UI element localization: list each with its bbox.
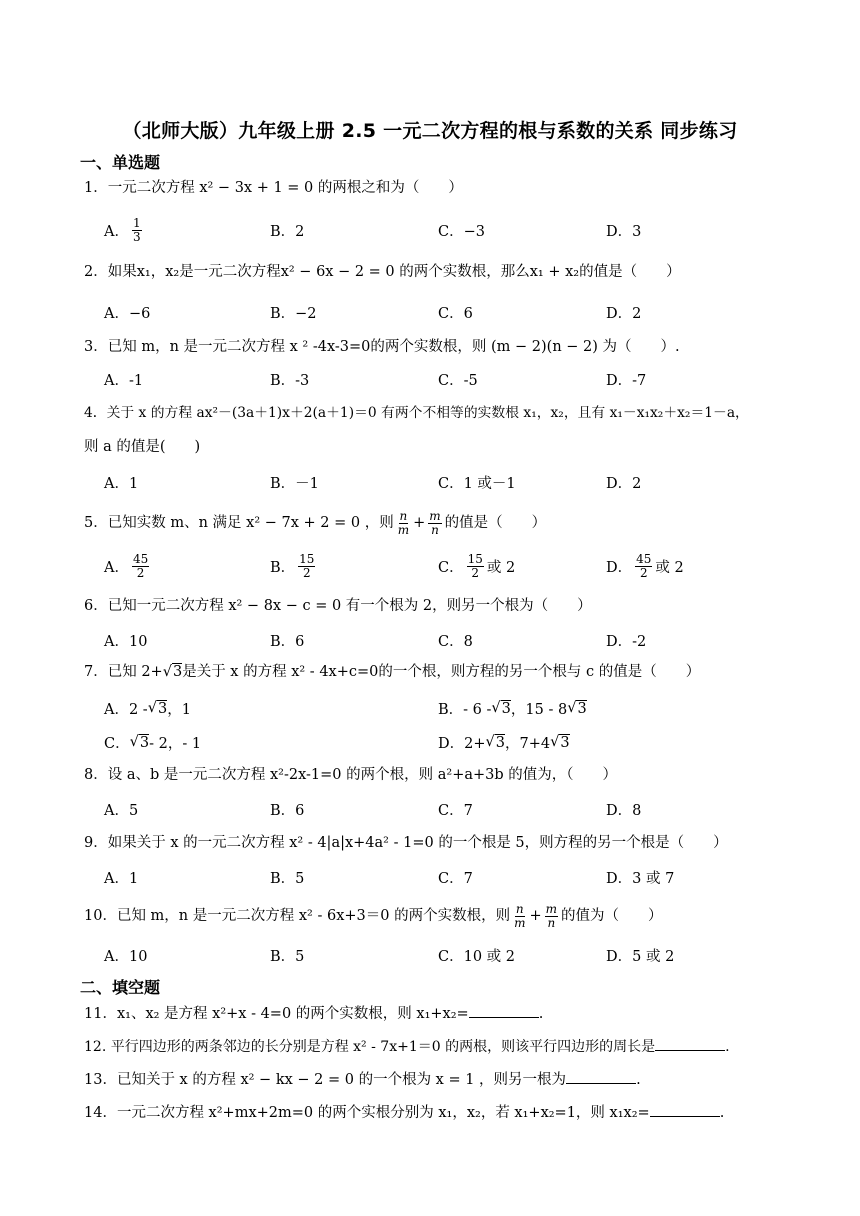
option-d: D．2+ √ 3 ，7+4 √ 3 — [438, 734, 570, 752]
option-a: A．1 — [104, 870, 139, 887]
answer-blank[interactable] — [655, 1036, 725, 1051]
option-b: B．－1 — [270, 475, 319, 492]
option-d: D．2 — [606, 475, 642, 492]
question-7-options-row1 — [104, 694, 784, 722]
question-6: 6．已知一元二次方程 x² − 8x − c = 0 有一个根为 2，则另一个根为（ ） — [84, 598, 592, 614]
option-c: C．6 — [438, 305, 473, 322]
option-d: D．-2 — [606, 633, 647, 650]
option-d: D．2 — [606, 305, 642, 322]
fraction: $\frac{15}{2}$ — [467, 551, 483, 580]
section-heading-fill-blank: 二、填空题 — [80, 978, 161, 997]
option-a: A．1 — [104, 475, 139, 492]
option-b: B．-3 — [270, 372, 310, 389]
option-a: A．5 — [104, 802, 139, 819]
fraction: $\frac{45}{2}$ — [132, 551, 149, 580]
question-5-options — [104, 552, 784, 582]
sqrt-icon: √ — [147, 700, 157, 716]
option-b: B．- 6 - √ 3 ，15 - 8 √ 3 — [438, 700, 587, 718]
question-7-options-row2 — [104, 728, 784, 756]
option-b: B．6 — [270, 633, 305, 650]
question-9-options — [104, 863, 784, 891]
fraction: $\frac{m}{n}$ — [545, 901, 558, 930]
page-title: （北师大版）九年级上册 2.5 一元二次方程的根与系数的关系 同步练习 — [122, 120, 738, 142]
fraction: $\frac{m}{n}$ — [429, 508, 441, 537]
option-c: C． $\frac{15}{2}$ 或 2 — [438, 551, 516, 580]
option-d: D． $\frac{45}{2}$ 或 2 — [606, 551, 684, 580]
option-c: C．8 — [438, 633, 473, 650]
question-4: 4．关于 x 的方程 ax²－(3a＋1)x＋2(a＋1)＝0 有两个不相等的实数根 x₁，x₂，且有 x₁－x₁x₂＋x₂＝1－a， — [84, 405, 749, 421]
sqrt-icon: √ — [567, 700, 577, 716]
question-7: 7．已知 2+√3是关于 x 的方程 x² - 4x+c=0的一个根，则方程的另一个根与 c 的值是（ ） — [84, 664, 701, 680]
option-c: C．1 或－1 — [438, 475, 516, 492]
fraction: $\frac{n}{m}$ — [514, 901, 526, 930]
option-d: D．8 — [606, 802, 642, 819]
question-10-options — [104, 941, 784, 969]
sqrt-icon: √ — [129, 734, 139, 750]
answer-blank[interactable] — [650, 1102, 720, 1117]
fraction: $\frac{45}{2}$ — [636, 551, 652, 580]
question-8-options — [104, 795, 784, 823]
option-c: C．7 — [438, 870, 473, 887]
option-b: B．5 — [270, 948, 305, 965]
answer-blank[interactable] — [566, 1069, 636, 1084]
question-3-options — [104, 365, 784, 393]
question-2: 2．如果x₁，x₂是一元二次方程x² − 6x − 2 = 0 的两个实数根，那么x₁ + x₂的值是（ ） — [84, 264, 681, 280]
question-9: 9．如果关于 x 的一元二次方程 x² - 4|a|x+4a² - 1=0 的一个根是 5，则方程的另一个根是（ ） — [84, 835, 728, 851]
question-5: 5．已知实数 m、n 满足 x² − 7x + 2 = 0 ，则 $\frac{n}{m}$ + $\frac{m}{n}$ 的值是（ ） — [84, 508, 547, 537]
question-4-continued: 则 a 的值是( ) — [84, 439, 201, 455]
fraction: $\frac{15}{2}$ — [299, 551, 315, 580]
question-4-options — [104, 468, 784, 496]
option-b: B．2 — [270, 223, 305, 240]
option-a: A．2 - √ 3 ，1 — [104, 700, 191, 718]
question-13: 13．已知关于 x 的方程 x² − kx − 2 = 0 的一个根为 x = 1 ，则另一根为 . — [84, 1069, 784, 1090]
option-a: A． $\frac{1}{3}$ — [104, 215, 141, 244]
option-b: B．6 — [270, 802, 305, 819]
question-12: 12. 平行四边形的两条邻边的长分别是方程 x² - 7x+1＝0 的两根，则该平行四边形的周长是 . — [84, 1036, 784, 1057]
question-6-options — [104, 626, 784, 654]
question-8: 8．设 a、b 是一元二次方程 x²-2x-1=0 的两个根，则 a²+a+3b 的值为，（ ） — [84, 767, 618, 783]
option-c: C．10 或 2 — [438, 948, 515, 965]
option-d: D．-7 — [606, 372, 647, 389]
question-1: 1．一元二次方程 x² − 3x + 1 = 0 的两根之和为（ ） — [84, 180, 463, 196]
sqrt-icon: √ — [491, 700, 501, 716]
option-d: D．3 或 7 — [606, 870, 675, 887]
option-c: C．-5 — [438, 372, 478, 389]
fraction: $\frac{1}{3}$ — [132, 215, 141, 244]
option-b: B． $\frac{15}{2}$ — [270, 551, 315, 580]
option-c: C． √ 3 - 2，- 1 — [104, 734, 202, 752]
question-2-options — [104, 298, 784, 326]
option-d: D．3 — [606, 223, 642, 240]
option-a: A．10 — [104, 633, 148, 650]
question-3: 3．已知 m，n 是一元二次方程 x ² -4x-3=0的两个实数根，则 (m − 2)(n − 2) 为（ ）. — [84, 339, 680, 355]
answer-blank[interactable] — [469, 1003, 539, 1018]
option-a: A．10 — [104, 948, 148, 965]
question-10: 10．已知 m，n 是一元二次方程 x² - 6x+3＝0 的两个实数根，则 $\frac{n}{m}$ + $\frac{m}{n}$ 的值为（ ） — [84, 901, 663, 930]
section-heading-single-choice: 一、单选题 — [80, 153, 161, 172]
option-b: B．−2 — [270, 305, 317, 322]
option-b: B．5 — [270, 870, 305, 887]
option-a: A．−6 — [104, 305, 151, 322]
question-14: 14．一元二次方程 x²+mx+2m=0 的两个实根分别为 x₁，x₂，若 x₁+x₂=1，则 x₁x₂= . — [84, 1102, 784, 1123]
option-d: D．5 或 2 — [606, 948, 675, 965]
question-1-options — [104, 216, 784, 244]
sqrt-icon: √ — [162, 664, 172, 680]
option-c: C．−3 — [438, 223, 485, 240]
option-a: A．-1 — [104, 372, 144, 389]
sqrt-icon: √ — [550, 734, 560, 750]
sqrt-icon: √ — [485, 734, 495, 750]
option-a: A． $\frac{45}{2}$ — [104, 551, 149, 580]
fraction: $\frac{n}{m}$ — [397, 508, 410, 537]
question-11: 11．x₁、x₂ 是方程 x²+x - 4=0 的两个实数根，则 x₁+x₂= . — [84, 1003, 784, 1024]
option-c: C．7 — [438, 802, 473, 819]
